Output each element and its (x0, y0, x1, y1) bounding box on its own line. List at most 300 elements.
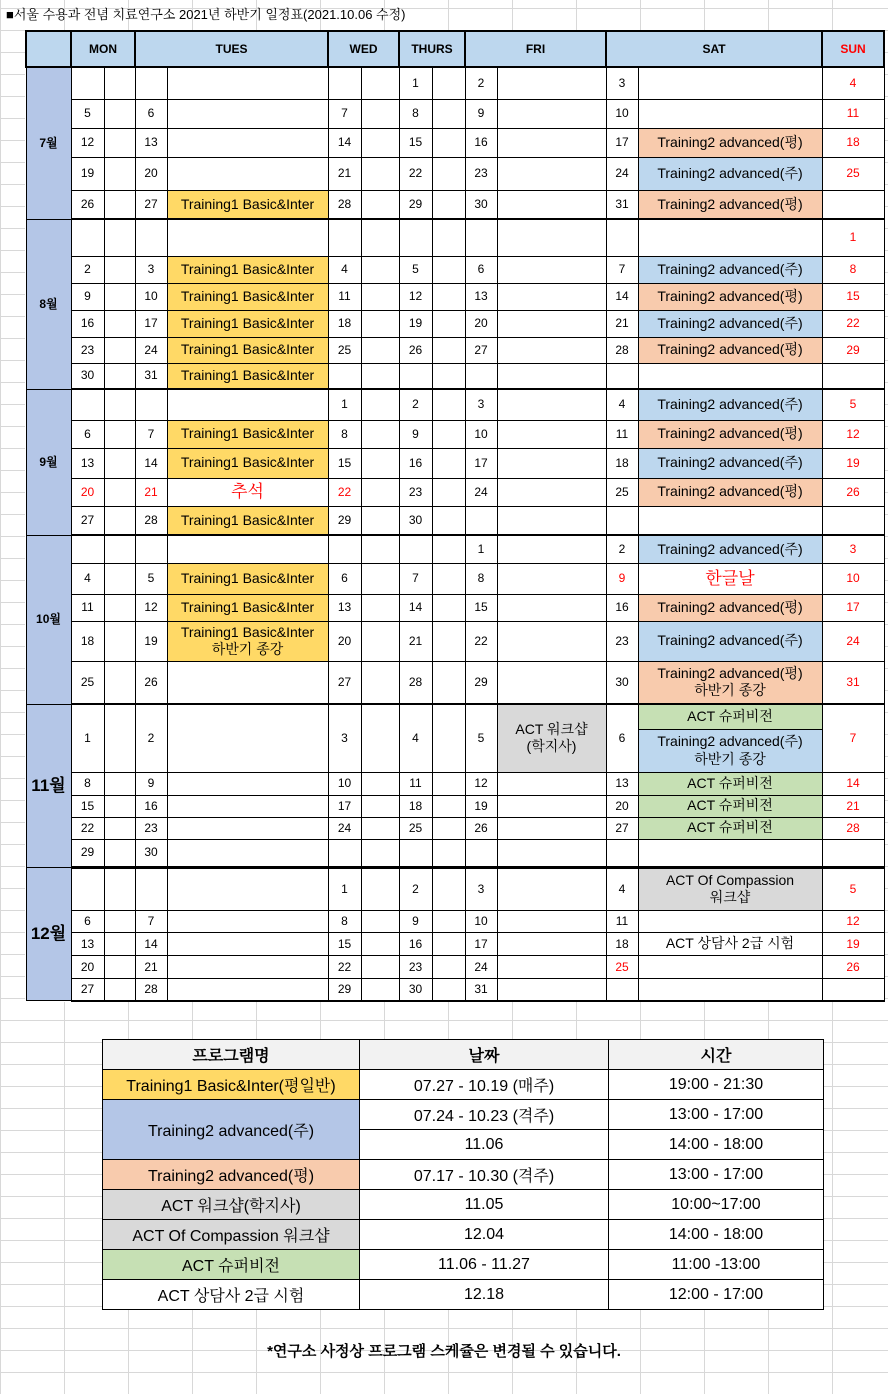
month-label: 9월 (26, 389, 71, 535)
day-number: 28 (606, 337, 638, 363)
day-number: 27 (328, 661, 361, 704)
empty-cell (606, 363, 638, 389)
day-number: 30 (606, 661, 638, 704)
day-number: 19 (822, 933, 884, 956)
day-number: 12 (822, 911, 884, 933)
empty-cell (361, 128, 399, 157)
empty-cell (328, 219, 361, 256)
empty-cell (465, 363, 497, 389)
day-number: 17 (822, 594, 884, 621)
day-number: 7 (135, 420, 167, 448)
empty-cell (606, 979, 638, 1001)
calendar-row (26, 67, 884, 99)
empty-cell (361, 956, 399, 979)
legend-program-name: Training1 Basic&Inter(평일반) (103, 1070, 360, 1100)
calendar-table (25, 30, 885, 1002)
day-number: 20 (71, 956, 104, 979)
day-number: 23 (465, 157, 497, 190)
day-number: 3 (135, 256, 167, 283)
empty-cell (361, 817, 399, 839)
empty-cell (606, 506, 638, 535)
month-label: 8월 (26, 219, 71, 389)
day-number: 23 (606, 621, 638, 661)
legend-date: 07.17 - 10.30 (격주) (360, 1160, 609, 1190)
day-number: 22 (399, 157, 432, 190)
month-label: 12월 (26, 868, 71, 1001)
schedule-change-note: *연구소 사정상 프로그램 스케쥴은 변경될 수 있습니다. (267, 1343, 621, 1360)
empty-cell (399, 363, 432, 389)
day-number: 8 (399, 99, 432, 128)
event-t1: Training1 Basic&Inter (167, 190, 328, 219)
empty-cell (328, 535, 361, 563)
day-number: 9 (606, 563, 638, 594)
day-number: 8 (71, 772, 104, 795)
empty-cell (104, 478, 135, 506)
day-number: 10 (822, 563, 884, 594)
empty-cell (432, 310, 465, 337)
legend-program-name: Training2 advanced(평) (103, 1160, 360, 1190)
empty-cell (497, 911, 606, 933)
day-number: 5 (399, 256, 432, 283)
calendar-row (26, 283, 884, 310)
day-number: 21 (135, 956, 167, 979)
empty-cell (432, 621, 465, 661)
empty-cell (167, 157, 328, 190)
empty-cell (104, 190, 135, 219)
empty-cell (432, 157, 465, 190)
empty-cell (104, 839, 135, 866)
day-number: 5 (822, 868, 884, 911)
day-number: 13 (71, 448, 104, 478)
empty-cell (432, 868, 465, 911)
day-number: 27 (71, 979, 104, 1001)
empty-cell (432, 337, 465, 363)
calendar-row (26, 704, 884, 729)
empty-cell (104, 283, 135, 310)
legend-header-date: 날짜 (360, 1040, 609, 1070)
day-number: 25 (399, 817, 432, 839)
event-t1: Training1 Basic&Inter (167, 448, 328, 478)
day-number: 15 (328, 448, 361, 478)
event-t2p: Training2 advanced(평) (638, 128, 822, 157)
day-number: 11 (606, 420, 638, 448)
calendar-row (26, 868, 884, 911)
legend-date: 07.24 - 10.23 (격주) (360, 1100, 609, 1130)
empty-cell (497, 448, 606, 478)
day-number: 6 (135, 99, 167, 128)
day-number: 21 (135, 478, 167, 506)
empty-cell (822, 979, 884, 1001)
empty-cell (606, 839, 638, 866)
day-number: 21 (399, 621, 432, 661)
empty-cell (361, 389, 399, 420)
day-number: 15 (465, 594, 497, 621)
day-number: 24 (465, 478, 497, 506)
empty-cell (497, 389, 606, 420)
day-number: 21 (328, 157, 361, 190)
empty-cell (104, 911, 135, 933)
day-number: 25 (328, 337, 361, 363)
day-number: 24 (822, 621, 884, 661)
header-sun: SUN (822, 31, 884, 67)
day-number: 4 (606, 389, 638, 420)
legend-time: 19:00 - 21:30 (609, 1070, 824, 1100)
calendar-row (26, 157, 884, 190)
day-number: 22 (71, 817, 104, 839)
sunday-number: 4 (822, 67, 884, 99)
header-row (26, 31, 884, 67)
legend-program-name: ACT Of Compassion 워크샵 (103, 1220, 360, 1250)
event-t1: Training1 Basic&Inter (167, 256, 328, 283)
empty-cell (104, 661, 135, 704)
empty-cell (432, 594, 465, 621)
calendar-row (26, 99, 884, 128)
empty-cell (167, 795, 328, 817)
empty-cell (497, 157, 606, 190)
day-number: 28 (135, 506, 167, 535)
day-number: 1 (822, 219, 884, 256)
empty-cell (497, 478, 606, 506)
empty-cell (497, 817, 606, 839)
empty-cell (361, 594, 399, 621)
event-t2w: Training2 advanced(주) (638, 310, 822, 337)
calendar-row (26, 256, 884, 283)
calendar-row (26, 956, 884, 979)
calendar-row (26, 817, 884, 839)
day-number: 16 (399, 448, 432, 478)
day-number: 28 (135, 979, 167, 1001)
day-number: 19 (135, 621, 167, 661)
empty-cell (361, 506, 399, 535)
empty-cell (104, 389, 135, 420)
empty-cell (104, 594, 135, 621)
day-number: 17 (465, 933, 497, 956)
empty-cell (432, 283, 465, 310)
day-number: 13 (71, 933, 104, 956)
day-number: 9 (135, 772, 167, 795)
empty-cell (104, 704, 135, 772)
day-number: 26 (71, 190, 104, 219)
header-sat: SAT (606, 31, 822, 67)
day-number: 20 (135, 157, 167, 190)
empty-cell (822, 190, 884, 219)
empty-cell (71, 219, 104, 256)
empty-cell (432, 704, 465, 772)
day-number: 16 (135, 795, 167, 817)
day-number: 10 (465, 420, 497, 448)
day-number: 26 (822, 956, 884, 979)
empty-cell (361, 256, 399, 283)
empty-cell (432, 389, 465, 420)
day-number: 7 (135, 911, 167, 933)
legend-time: 14:00 - 18:00 (609, 1130, 824, 1160)
day-number: 15 (71, 795, 104, 817)
calendar-row (26, 911, 884, 933)
day-number: 16 (465, 128, 497, 157)
empty-cell (167, 704, 328, 772)
empty-cell (135, 389, 167, 420)
calendar-row (26, 310, 884, 337)
empty-cell (361, 337, 399, 363)
empty-cell (432, 535, 465, 563)
event-t2p: Training2 advanced(평) (638, 283, 822, 310)
calendar-row (26, 661, 884, 704)
day-number: 4 (399, 704, 432, 772)
calendar-row (26, 933, 884, 956)
empty-cell (432, 363, 465, 389)
empty-cell (104, 99, 135, 128)
day-number: 2 (399, 389, 432, 420)
empty-cell (167, 219, 328, 256)
empty-cell (497, 128, 606, 157)
day-number: 31 (606, 190, 638, 219)
empty-cell (432, 911, 465, 933)
empty-cell (497, 594, 606, 621)
legend-program-name: ACT 상담사 2급 시험 (103, 1280, 360, 1310)
corner-cell (26, 31, 71, 67)
legend-row (103, 1160, 824, 1190)
day-number: 4 (328, 256, 361, 283)
day-number: 6 (71, 420, 104, 448)
legend-row (103, 1250, 824, 1280)
calendar-row (26, 535, 884, 563)
empty-cell (104, 535, 135, 563)
empty-cell (432, 128, 465, 157)
empty-cell (638, 219, 822, 256)
event-t1: Training1 Basic&Inter (167, 363, 328, 389)
day-number: 22 (822, 310, 884, 337)
day-number: 29 (822, 337, 884, 363)
day-number: 17 (606, 128, 638, 157)
legend-row (103, 1070, 824, 1100)
event-t2p-final: Training2 advanced(평) 하반기 종강 (638, 661, 822, 704)
day-number: 14 (135, 933, 167, 956)
day-number: 2 (465, 67, 497, 99)
day-number: 18 (606, 933, 638, 956)
day-number: 14 (822, 772, 884, 795)
empty-cell (432, 933, 465, 956)
day-number: 3 (606, 67, 638, 99)
empty-cell (432, 256, 465, 283)
day-number: 16 (399, 933, 432, 956)
day-number: 3 (465, 389, 497, 420)
event-t1-final: Training1 Basic&Inter 하반기 종강 (167, 621, 328, 661)
day-number: 5 (71, 99, 104, 128)
calendar-row (26, 772, 884, 795)
legend-header-row (103, 1040, 824, 1070)
legend-program-name: ACT 슈퍼비전 (103, 1250, 360, 1280)
calendar-row (26, 190, 884, 219)
empty-cell (361, 704, 399, 772)
empty-cell (104, 933, 135, 956)
day-number: 31 (822, 661, 884, 704)
calendar-row (26, 506, 884, 535)
day-number: 25 (822, 157, 884, 190)
event-act-workshop: ACT 워크샵 (학지사) (497, 704, 606, 772)
empty-cell (497, 219, 606, 256)
day-number: 14 (606, 283, 638, 310)
empty-cell (361, 283, 399, 310)
empty-cell (638, 99, 822, 128)
empty-cell (104, 128, 135, 157)
event-act-exam: ACT 상담사 2급 시험 (638, 933, 822, 956)
empty-cell (432, 190, 465, 219)
empty-cell (361, 772, 399, 795)
event-t2p: Training2 advanced(평) (638, 478, 822, 506)
event-t2w: Training2 advanced(주) (638, 157, 822, 190)
empty-cell (497, 190, 606, 219)
day-number: 20 (465, 310, 497, 337)
calendar-row (26, 478, 884, 506)
empty-cell (497, 337, 606, 363)
empty-cell (432, 99, 465, 128)
empty-cell (135, 219, 167, 256)
empty-cell (361, 868, 399, 911)
day-number: 4 (71, 563, 104, 594)
event-act-supervision: ACT 슈퍼비전 (638, 817, 822, 839)
day-number: 30 (399, 979, 432, 1001)
empty-cell (104, 157, 135, 190)
empty-cell (104, 621, 135, 661)
empty-cell (71, 868, 104, 911)
day-number: 5 (135, 563, 167, 594)
calendar-row (26, 219, 884, 256)
day-number: 14 (399, 594, 432, 621)
empty-cell (104, 363, 135, 389)
event-t1: Training1 Basic&Inter (167, 594, 328, 621)
day-number: 7 (822, 704, 884, 772)
day-number: 6 (465, 256, 497, 283)
day-number: 7 (606, 256, 638, 283)
event-act-compassion: ACT Of Compassion 워크샵 (638, 868, 822, 911)
event-t2p: Training2 advanced(평) (638, 420, 822, 448)
empty-cell (361, 99, 399, 128)
empty-cell (497, 772, 606, 795)
day-number: 23 (135, 817, 167, 839)
empty-cell (167, 128, 328, 157)
empty-cell (328, 363, 361, 389)
day-number: 24 (465, 956, 497, 979)
empty-cell (104, 772, 135, 795)
legend-header-time: 시간 (609, 1040, 824, 1070)
empty-cell (638, 363, 822, 389)
empty-cell (361, 563, 399, 594)
empty-cell (465, 839, 497, 866)
day-number: 6 (328, 563, 361, 594)
empty-cell (399, 219, 432, 256)
day-number: 25 (606, 956, 638, 979)
empty-cell (432, 420, 465, 448)
empty-cell (104, 448, 135, 478)
legend-row (103, 1190, 824, 1220)
day-number: 27 (135, 190, 167, 219)
day-number: 26 (135, 661, 167, 704)
event-t1: Training1 Basic&Inter (167, 310, 328, 337)
day-number: 14 (328, 128, 361, 157)
day-number: 28 (328, 190, 361, 219)
empty-cell (361, 911, 399, 933)
empty-cell (432, 795, 465, 817)
empty-cell (361, 839, 399, 866)
day-number: 20 (606, 795, 638, 817)
day-number: 11 (71, 594, 104, 621)
day-number: 23 (399, 478, 432, 506)
day-number: 10 (465, 911, 497, 933)
empty-cell (497, 363, 606, 389)
empty-cell (638, 67, 822, 99)
empty-cell (361, 795, 399, 817)
day-number: 1 (71, 704, 104, 772)
empty-cell (432, 448, 465, 478)
day-number: 24 (328, 817, 361, 839)
empty-cell (432, 219, 465, 256)
empty-cell (104, 868, 135, 911)
day-number: 1 (328, 868, 361, 911)
month-label: 10월 (26, 535, 71, 704)
day-number: 25 (606, 478, 638, 506)
calendar-row (26, 128, 884, 157)
day-number: 6 (71, 911, 104, 933)
event-t1: Training1 Basic&Inter (167, 283, 328, 310)
empty-cell (361, 420, 399, 448)
event-t1: Training1 Basic&Inter (167, 337, 328, 363)
day-number: 26 (822, 478, 884, 506)
empty-cell (465, 219, 497, 256)
empty-cell (497, 868, 606, 911)
legend-date: 12.18 (360, 1280, 609, 1310)
legend-table (102, 1039, 824, 1310)
calendar-row (26, 621, 884, 661)
day-number: 3 (328, 704, 361, 772)
legend-date: 12.04 (360, 1220, 609, 1250)
day-number (328, 67, 361, 99)
empty-cell (497, 621, 606, 661)
empty-cell (638, 979, 822, 1001)
day-number: 21 (822, 795, 884, 817)
day-number: 13 (328, 594, 361, 621)
empty-cell (71, 535, 104, 563)
empty-cell (361, 190, 399, 219)
day-number: 17 (328, 795, 361, 817)
day-number: 29 (399, 190, 432, 219)
calendar-row (26, 979, 884, 1001)
day-number: 27 (465, 337, 497, 363)
empty-cell (497, 661, 606, 704)
calendar-row (26, 363, 884, 389)
event-t2p: Training2 advanced(평) (638, 594, 822, 621)
empty-cell (822, 363, 884, 389)
day-number: 16 (71, 310, 104, 337)
calendar-row (26, 337, 884, 363)
day-number: 2 (606, 535, 638, 563)
empty-cell (104, 337, 135, 363)
event-t2w: Training2 advanced(주) (638, 621, 822, 661)
empty-cell (167, 933, 328, 956)
day-number: 20 (328, 621, 361, 661)
empty-cell (71, 67, 104, 99)
empty-cell (497, 420, 606, 448)
empty-cell (104, 310, 135, 337)
empty-cell (167, 911, 328, 933)
empty-cell (361, 157, 399, 190)
day-number: 24 (135, 337, 167, 363)
empty-cell (432, 661, 465, 704)
empty-cell (104, 420, 135, 448)
day-number: 8 (822, 256, 884, 283)
empty-cell (167, 817, 328, 839)
header-wed: WED (328, 31, 399, 67)
empty-cell (432, 478, 465, 506)
